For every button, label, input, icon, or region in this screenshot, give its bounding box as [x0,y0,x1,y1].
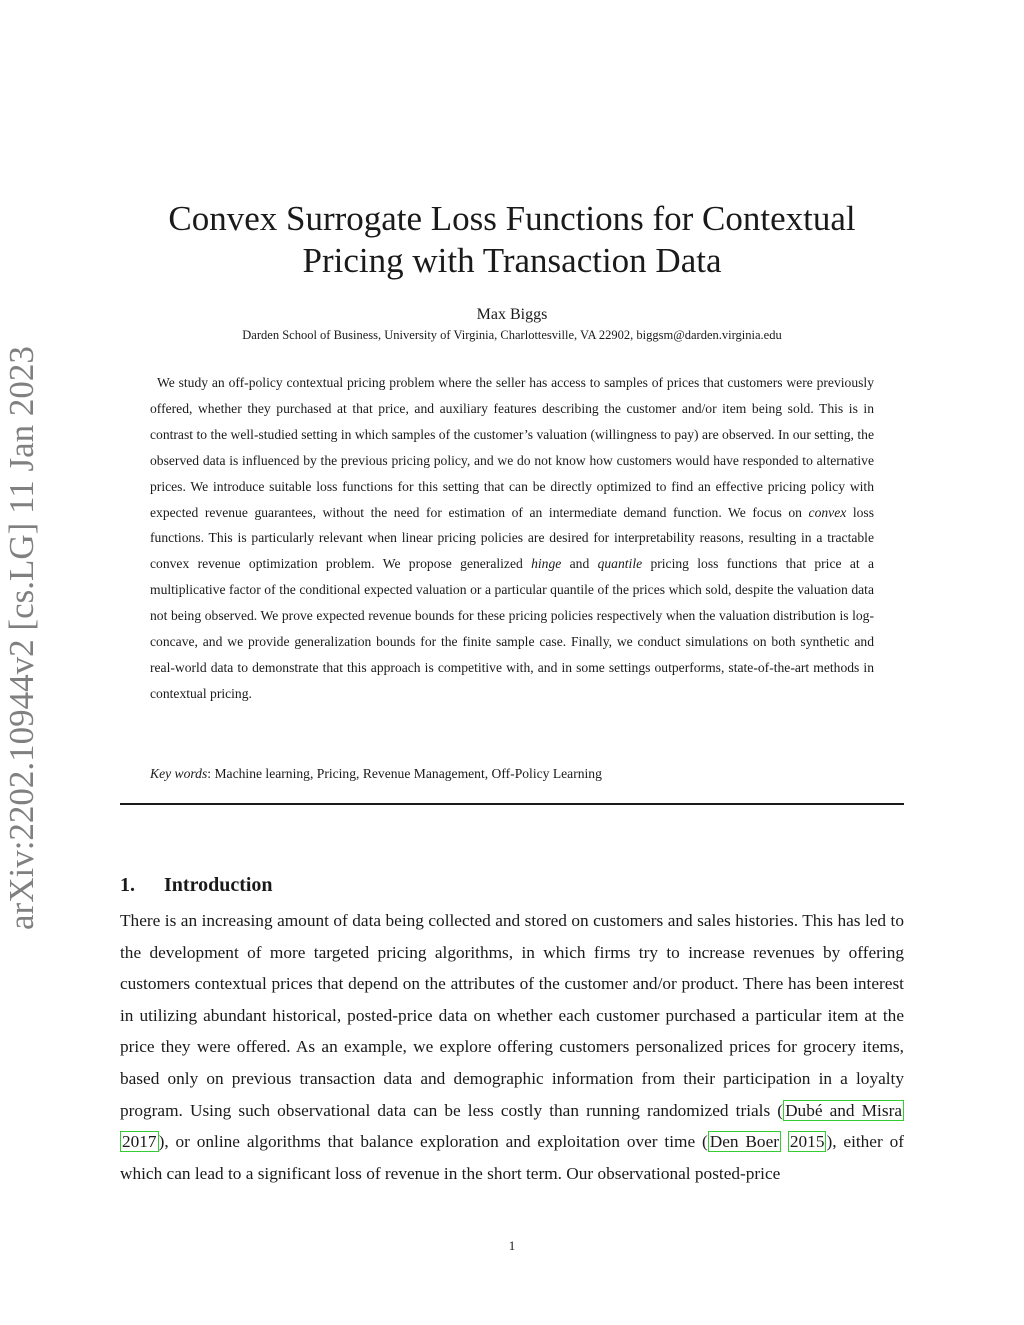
intro-text: ), either of which can lead to a significant loss of revenue in the short term. Our observational posted-price [120,1132,904,1183]
abstract-text: loss functions. This is particularly relevant when linear pricing policies are desired for interpretability reasons, resulting in a tractable convex revenue optimization problem. We propose generalized [150,504,874,572]
page-number: 1 [508,1238,516,1253]
abstract [150,370,874,707]
section-title: Introduction [164,874,273,896]
keywords-label: Key words [150,766,208,781]
author-affiliation: Darden School of Business, University of Virginia, Charlottesville, VA 22902, biggsm@darden.virginia.edu [242,328,782,342]
citation-year-link[interactable]: 2017 [122,1132,157,1152]
abstract-emphasis-hinge: hinge [531,556,562,572]
abstract-text: pricing loss functions that price at a multiplicative factor of the conditional expected valuation or a particular quantile of the prices which sold, despite the valuation data not being observed. We prove expected revenue bounds for these pricing policies respectively when the valuation distribution is log-concave, and we provide generalization bounds for the finite sample case. Finally, we conduct simulations on both synthetic and real-world data to demonstrate that this approach is competitive with, and in some settings outperforms, state-of-the-art methods in contextual pricing. [150,556,874,701]
abstract-text: We study an off-policy contextual pricing problem where the seller has access to samples of prices that customers were previously offered, whether they purchased at that price, and auxiliary features describing the customer and/or item being sold. This is in contrast to the well-studied setting in which samples of the customer’s valuation (willingness to pay) are observed. In our setting, the observed data is influenced by the previous pricing policy, and we do not know how customers would have responded to alternative prices. We introduce suitable loss functions for this setting that can be directly optimized to find an effective pricing policy with expected revenue guarantees, without the need for estimation of an intermediate demand function. We focus on [150,375,874,520]
section-heading [120,874,273,897]
intro-text: ), or online algorithms that balance exploration and exploitation over time ( [158,1132,708,1152]
abstract-text: and [561,556,598,572]
author-name: Max Biggs [476,306,548,323]
citation-link[interactable]: Den Boer [709,1132,780,1152]
abstract-emphasis-convex: convex [808,504,847,520]
keywords-text: Machine learning, Pricing, Revenue Management, Off-Policy Learning [214,766,602,781]
arxiv-identifier: arXiv:2202.10944v2 [cs.LG] 11 Jan 2023 [2,346,41,930]
intro-text: There is an increasing amount of data being collected and stored on customers and sales histories. This has led to the development of more targeted pricing algorithms, in which firms try to increase revenues by offering customers contextual prices that depend on the attributes of the customer and/or product. There has been interest in utilizing abundant historical, posted-price data on whether each customer purchased a particular item at the price they were offered. As an example, we explore offering customers personalized prices for grocery items, based only on previous transaction data and demographic information from their participation in a loyalty program. Using such observational data can be less costly than running randomized trials ( [120,911,904,1120]
paper-title: Convex Surrogate Loss Functions for Contextual Pricing with Transaction Data [168,199,856,280]
horizontal-divider [120,803,904,805]
keywords [150,766,874,782]
section-number: 1. [120,874,135,896]
keywords-separator: : [207,766,215,781]
abstract-emphasis-quantile: quantile [597,556,643,572]
citation-link[interactable]: Dubé and Misra [785,1100,903,1120]
intro-paragraph [120,905,904,1189]
citation-year-link[interactable]: 2015 [789,1132,825,1152]
